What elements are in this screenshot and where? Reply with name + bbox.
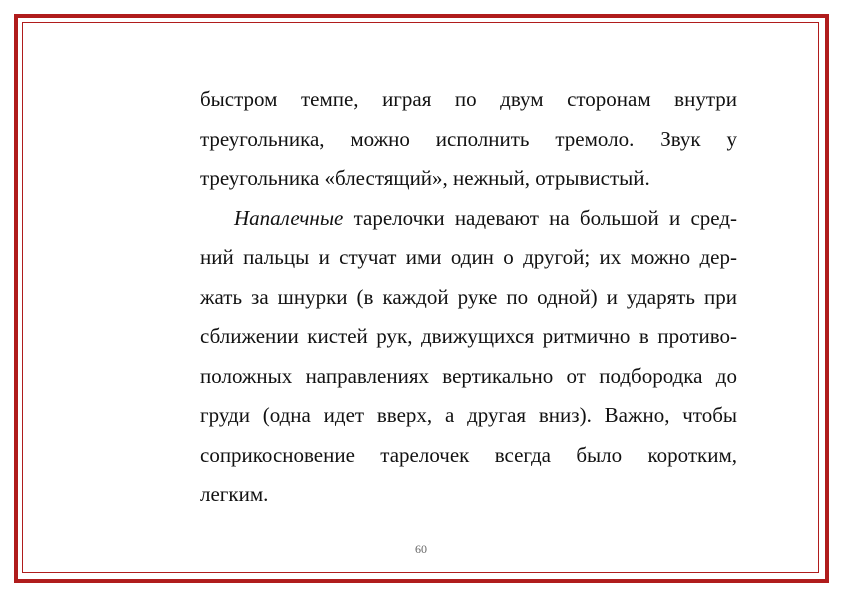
text-line: положных направлениях вертикально от подбородка до (200, 363, 737, 388)
paragraph-first-line (200, 199, 737, 239)
text-line: легким. (200, 482, 269, 506)
text-line: треугольника, можно исполнить тремоло. Звук у (200, 126, 737, 151)
text-line: ний пальцы и стучат ими один о другой; их можно дер- (200, 245, 737, 269)
text-span: тарелочки надевают на большой и сред- (343, 205, 737, 230)
text-line: жать за шнурки (в каждой руке по одной) и ударять при (200, 284, 737, 309)
text-line: соприкосновение тарелочек всегда было коротким, (200, 442, 737, 467)
page-number: 60 (415, 542, 427, 556)
text-line: быстром темпе, играя по двум сторонам внутри (200, 87, 737, 111)
body-text (200, 80, 737, 515)
text-line: груди (одна идет вверх, а другая вниз). Важно, чтобы (200, 403, 737, 427)
text-line: треугольника «блестящий», нежный, отрывистый. (200, 166, 650, 190)
italic-term: Напалечные (234, 205, 344, 230)
text-line: сближении кистей рук, движущихся ритмично в противо- (200, 324, 737, 348)
